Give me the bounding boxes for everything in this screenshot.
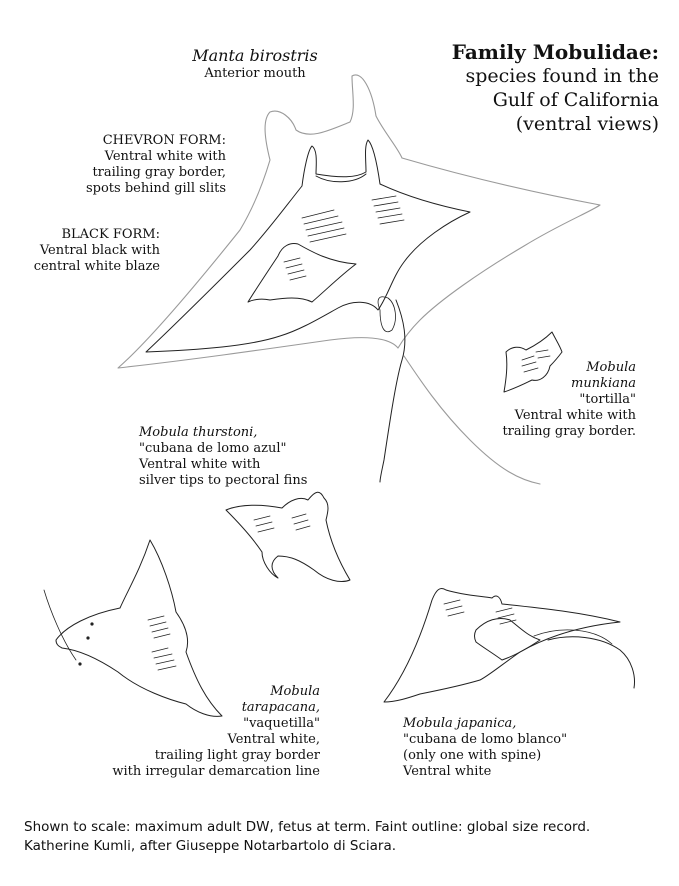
header-block: [399, 40, 659, 136]
page-title: Family Mobulidae:: [451, 40, 659, 64]
tarapacana-desc-3: with irregular demarcation line: [112, 764, 320, 779]
manta-fetus: [248, 244, 356, 303]
chevron-line-1: Ventral white with: [104, 149, 226, 164]
munkiana-common-name: "tortilla": [579, 392, 636, 407]
chevron-line-2: trailing gray border,: [92, 165, 226, 180]
manta-note: Anterior mouth: [204, 66, 306, 81]
japanica-name: Mobula japanica,: [403, 716, 517, 731]
black-line-1: Ventral black with: [39, 243, 160, 258]
thurstoni-name: Mobula thurstoni,: [139, 425, 258, 440]
chevron-form-caption: [20, 133, 226, 197]
thurstoni-desc-1: Ventral white with: [139, 457, 261, 472]
manta-species-name: Manta birostris: [192, 46, 318, 65]
footer-line-2: Katherine Kumli, after Giuseppe Notarbartolo di Sciara.: [24, 838, 397, 854]
japanica-desc-2: Ventral white: [403, 764, 492, 779]
japanica-fetus: [475, 618, 541, 660]
tarapacana-desc-2: trailing light gray border: [154, 748, 320, 763]
japanica-outline: [384, 588, 620, 702]
munkiana-desc-2: trailing gray border.: [502, 424, 636, 439]
thurstoni-common-name: "cubana de lomo azul": [139, 441, 287, 456]
chevron-line-3: spots behind gill slits: [85, 181, 226, 196]
tarapacana-name-2: tarapacana,: [241, 700, 320, 715]
footer-line-1: Shown to scale: maximum adult DW, fetus at term. Faint outline: global size record.: [24, 819, 591, 835]
footer-caption: [24, 818, 664, 856]
thurstoni-caption: [139, 425, 339, 489]
tarapacana-caption: [100, 684, 320, 780]
tarapacana-name-1: Mobula: [270, 684, 320, 699]
subtitle-line-3: (ventral views): [515, 113, 659, 135]
black-form-caption: [20, 227, 160, 275]
japanica-common-name: "cubana de lomo blanco": [403, 732, 568, 747]
subtitle-line-2: Gulf of California: [492, 89, 659, 111]
black-line-2: central white blaze: [33, 259, 160, 274]
black-form-label: BLACK FORM:: [61, 227, 160, 242]
thurstoni-desc-2: silver tips to pectoral fins: [139, 473, 308, 488]
tarapacana-desc-1: Ventral white,: [227, 732, 320, 747]
manta-gill-slits: [302, 196, 404, 242]
munkiana-name-1: Mobula: [586, 360, 636, 375]
japanica-desc-1: (only one with spine): [403, 748, 542, 763]
munkiana-name-2: munkiana: [571, 376, 636, 391]
munkiana-caption: [480, 360, 636, 440]
subtitle-line-1: species found in the: [465, 65, 659, 87]
manta-tail: [380, 300, 405, 482]
manta-caption: [180, 46, 330, 82]
tarapacana-common-name: "vaquetilla": [243, 716, 320, 731]
chevron-form-label: CHEVRON FORM:: [102, 133, 226, 148]
munkiana-desc-1: Ventral white with: [514, 408, 636, 423]
japanica-caption: [403, 716, 623, 780]
thurstoni-outline: [226, 492, 350, 581]
